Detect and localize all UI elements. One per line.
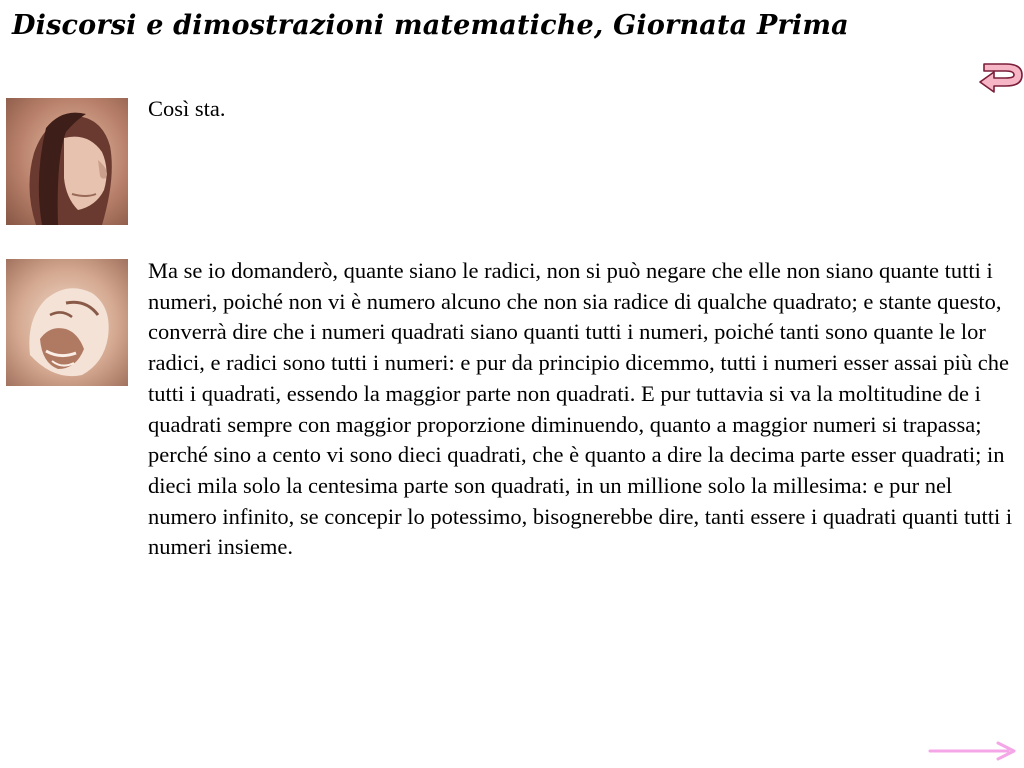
speaker-portrait-2	[6, 259, 128, 386]
slide-title: Discorsi e dimostrazioni matematiche, Giornata Prima	[12, 10, 849, 41]
speech-text-1: Così sta.	[148, 96, 226, 121]
right-arrow-icon	[928, 740, 1018, 762]
portrait-icon	[6, 98, 128, 225]
portrait-icon	[6, 259, 128, 386]
next-button[interactable]	[928, 740, 1018, 762]
speaker-portrait-1	[6, 98, 128, 225]
return-arrow-icon	[976, 58, 1024, 96]
speech-text-2: Ma se io domanderò, quante siano le radici, non si può negare che elle non siano quante tutti i numeri, poiché non vi è numero alcuno che non sia radice di qualche quadrato; e stante questo, converrà dire che i numeri quadrati siano quanti tutti i numeri, poiché tanti sono quante le lor radici, e radici sono tutti i numeri: e pur da principio dicemmo, tutti i numeri esser assai più che tutti i quadrati, essendo la maggior parte non quadrati. E pur tuttavia si va la moltitudine de i quadrati sempre con maggior proporzione diminuendo, quanto a maggior numeri si trapassa; perché sino a cento vi sono dieci quadrati, che è quanto a dire la decima parte esser quadrati; in dieci mila solo la centesima parte son quadrati, in un millione solo la millesima: e pur nel numero infinito, se concepir lo potessimo, bisognerebbe dire, tanti essere i quadrati quanti tutti i numeri insieme.	[148, 258, 1013, 560]
back-button[interactable]	[976, 58, 1024, 96]
